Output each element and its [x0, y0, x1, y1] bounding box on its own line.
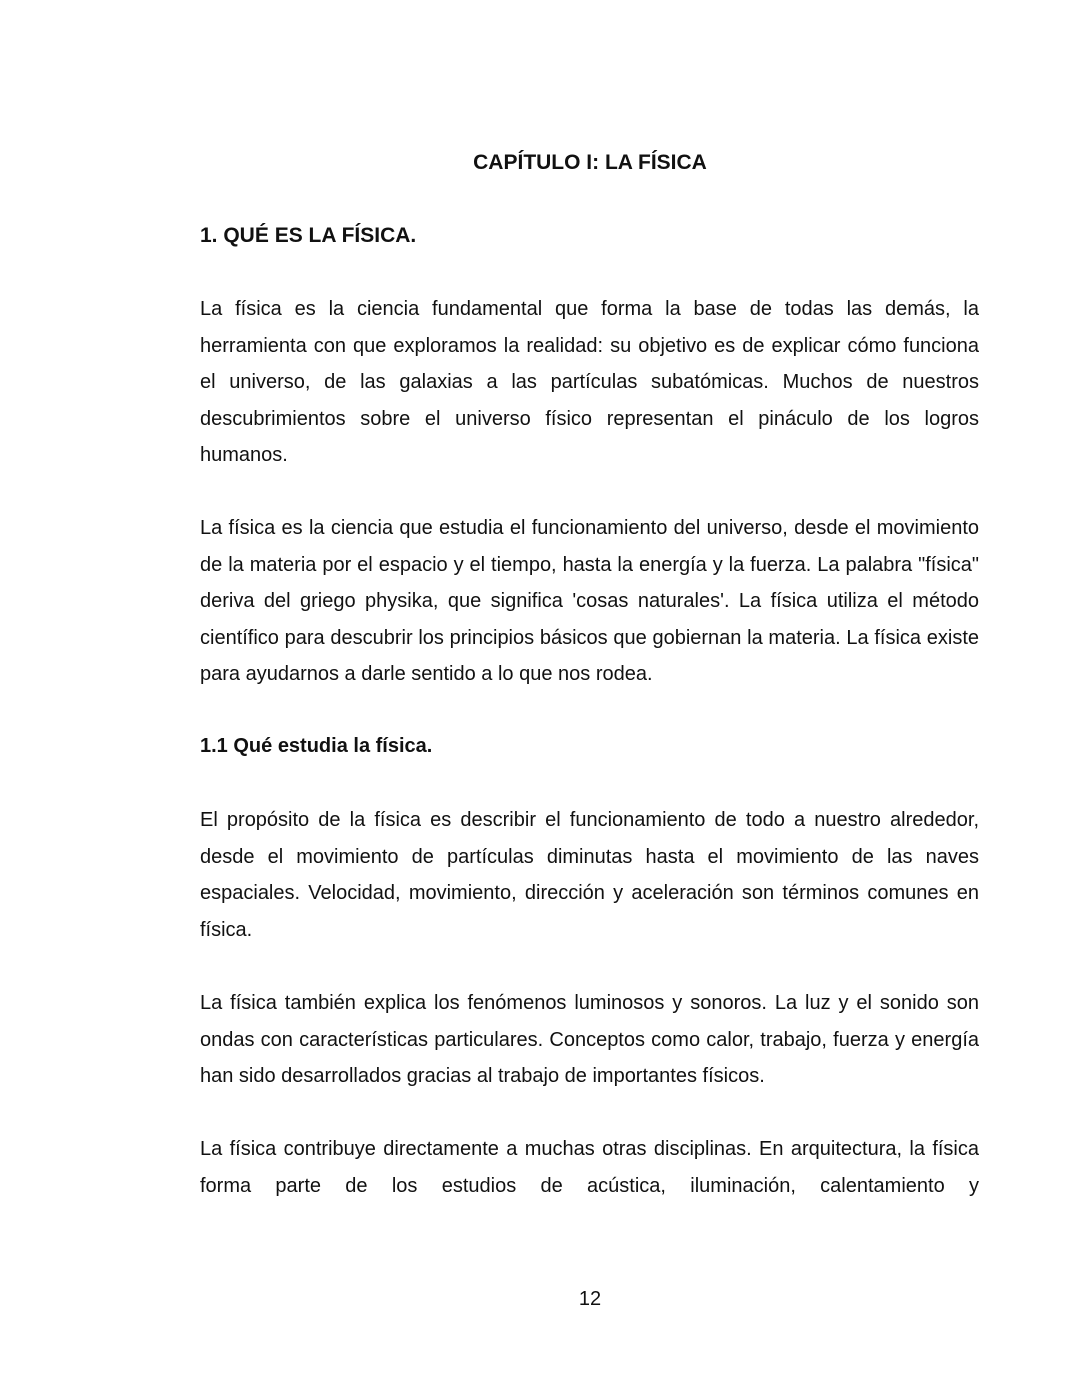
page-number: 12 [578, 1288, 602, 1310]
paragraph-5: La física contribuye directamente a muchas otras disciplinas. En arquitectura, la física forma parte de los estudios de acústica, iluminación, calentamiento y [200, 1138, 979, 1197]
paragraph-4: La física también explica los fenómenos luminosos y sonoros. La luz y el sonido son ondas con características particulares. Conceptos como calor, trabajo, fuerza y energía han sido desarrollados gracias al trabajo de importantes físicos. [200, 992, 979, 1088]
chapter-title: CAPÍTULO I: LA FÍSICA [473, 151, 707, 174]
paragraph-1: La física es la ciencia fundamental que forma la base de todas las demás, la herramienta con que exploramos la realidad: su objetivo es de explicar cómo funciona el universo, de las galaxias a las partículas subatómicas. Muchos de nuestros descubrimientos sobre el universo físico representan el pináculo de los logros humanos. [200, 298, 979, 467]
section-heading-1-1: 1.1 Qué estudia la física. [200, 735, 433, 757]
section-heading-1: 1. QUÉ ES LA FÍSICA. [200, 224, 417, 247]
paragraph-2: La física es la ciencia que estudia el funcionamiento del universo, desde el movimiento de la materia por el espacio y el tiempo, hasta la energía y la fuerza. La palabra "física" deriva del griego physika, que significa 'cosas naturales'. La física utiliza el método científico para descubrir los principios básicos que gobiernan la materia. La física existe para ayudarnos a darle sentido a lo que nos rodea. [200, 517, 979, 686]
paragraph-3: El propósito de la física es describir el funcionamiento de todo a nuestro alrededor, desde el movimiento de partículas diminutas hasta el movimiento de las naves espaciales. Velocidad, movimiento, dirección y aceleración son términos comunes en física. [200, 809, 979, 941]
